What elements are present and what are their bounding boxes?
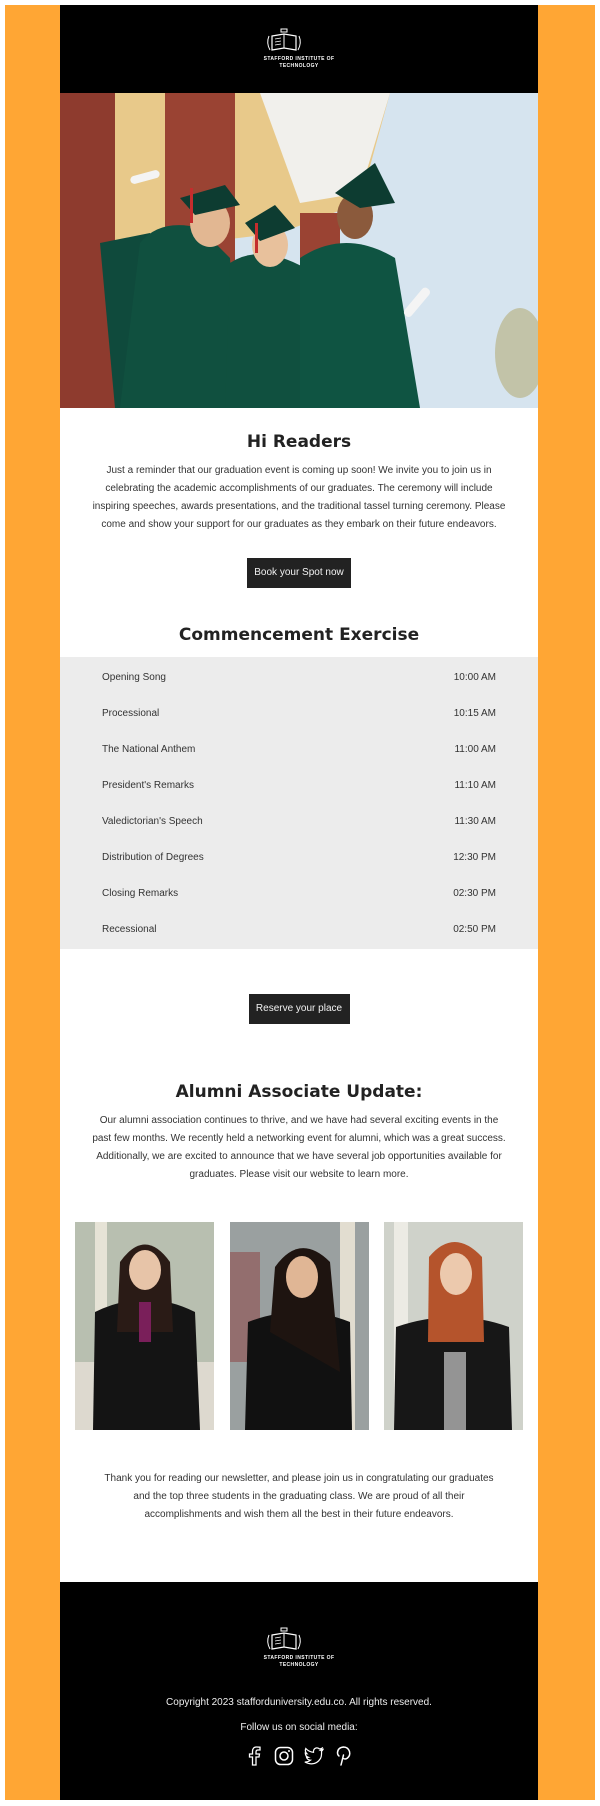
event-name: Closing Remarks: [102, 887, 179, 899]
schedule-row: [60, 731, 538, 767]
schedule-row: [60, 911, 538, 947]
hero-image: [60, 93, 538, 408]
schedule-row: [60, 839, 538, 875]
schedule-row: [60, 695, 538, 731]
schedule-row: [60, 875, 538, 911]
event-name: Distribution of Degrees: [102, 851, 204, 863]
event-name: Valedictorian's Speech: [102, 815, 203, 827]
follow-text: Follow us on social media:: [240, 1722, 358, 1733]
student-photo-1: [75, 1222, 214, 1430]
student-photo-3: [384, 1222, 523, 1430]
event-time: 11:10 AM: [454, 779, 496, 791]
instagram-icon[interactable]: [274, 1745, 294, 1767]
logo[interactable]: [264, 28, 335, 70]
event-time: 02:30 PM: [453, 887, 496, 899]
greeting-title: Hi Readers: [246, 432, 352, 452]
event-time: 02:50 PM: [453, 923, 496, 935]
event-time: 12:30 PM: [453, 851, 496, 863]
copyright-text: Copyright 2023 stafforduniversity.edu.co. All rights reserved.: [166, 1697, 432, 1708]
event-name: The National Anthem: [102, 743, 196, 755]
footer-logo[interactable]: [264, 1627, 335, 1669]
alumni-body: Our alumni association continues to thrive, and we have had several exciting events in the past few months. We recently held a networking event for alumni, which was a great success. Additionally, we are excited to announce that we have several job opportunities available for graduates. Please visit our website to learn more.: [92, 1115, 506, 1180]
event-name: Recessional: [102, 923, 157, 935]
event-name: Opening Song: [102, 671, 166, 683]
commencement-title: Commencement Exercise: [178, 625, 420, 645]
event-time: 10:15 AM: [453, 707, 496, 719]
event-time: 11:00 AM: [454, 743, 496, 755]
logo-text: STAFFORD INSTITUTE OF TECHNOLOGY: [263, 56, 335, 69]
twitter-icon[interactable]: [304, 1745, 324, 1767]
alumni-section: [60, 1024, 538, 1184]
commencement-section: [60, 588, 538, 1024]
thanks-section: [60, 1430, 538, 1524]
graduates-photo: [60, 93, 538, 408]
header: [60, 5, 538, 93]
top-students-gallery: [60, 1184, 538, 1430]
student-photo-2: [230, 1222, 369, 1430]
greeting-section: [60, 408, 538, 588]
event-time: 10:00 AM: [453, 671, 496, 683]
book-crest-icon: [264, 1627, 304, 1653]
schedule-row: [60, 659, 538, 695]
facebook-icon[interactable]: [244, 1745, 264, 1767]
pinterest-icon[interactable]: [334, 1745, 354, 1767]
book-crest-icon: [264, 28, 304, 54]
social-links: [244, 1745, 354, 1767]
greeting-body: Just a reminder that our graduation event is coming up soon! We invite you to join us in celebrating the academic accomplishments of our graduates. The ceremony will include inspiring speeches, awards presentations, and the traditional tassel turning ceremony. Please come and show your support for our graduates as they embark on their future endeavors.: [92, 465, 506, 530]
newsletter-container: [60, 5, 538, 1800]
thanks-body: Thank you for reading our newsletter, and please join us in congratulating our graduates and the top three students in the graduating class. We are proud of all their accomplishments and wish them all the best in their future endeavors.: [104, 1473, 494, 1520]
event-name: Processional: [102, 707, 160, 719]
schedule-table: [60, 657, 538, 949]
footer-logo-text: STAFFORD INSTITUTE OF TECHNOLOGY: [263, 1655, 335, 1668]
reserve-place-button[interactable]: Reserve your place: [249, 994, 350, 1024]
event-name: President's Remarks: [102, 779, 194, 791]
alumni-title: Alumni Associate Update:: [175, 1082, 423, 1102]
book-spot-button[interactable]: Book your Spot now: [247, 558, 351, 588]
event-time: 11:30 AM: [454, 815, 496, 827]
schedule-row: [60, 803, 538, 839]
footer: [60, 1582, 538, 1800]
schedule-row: [60, 767, 538, 803]
